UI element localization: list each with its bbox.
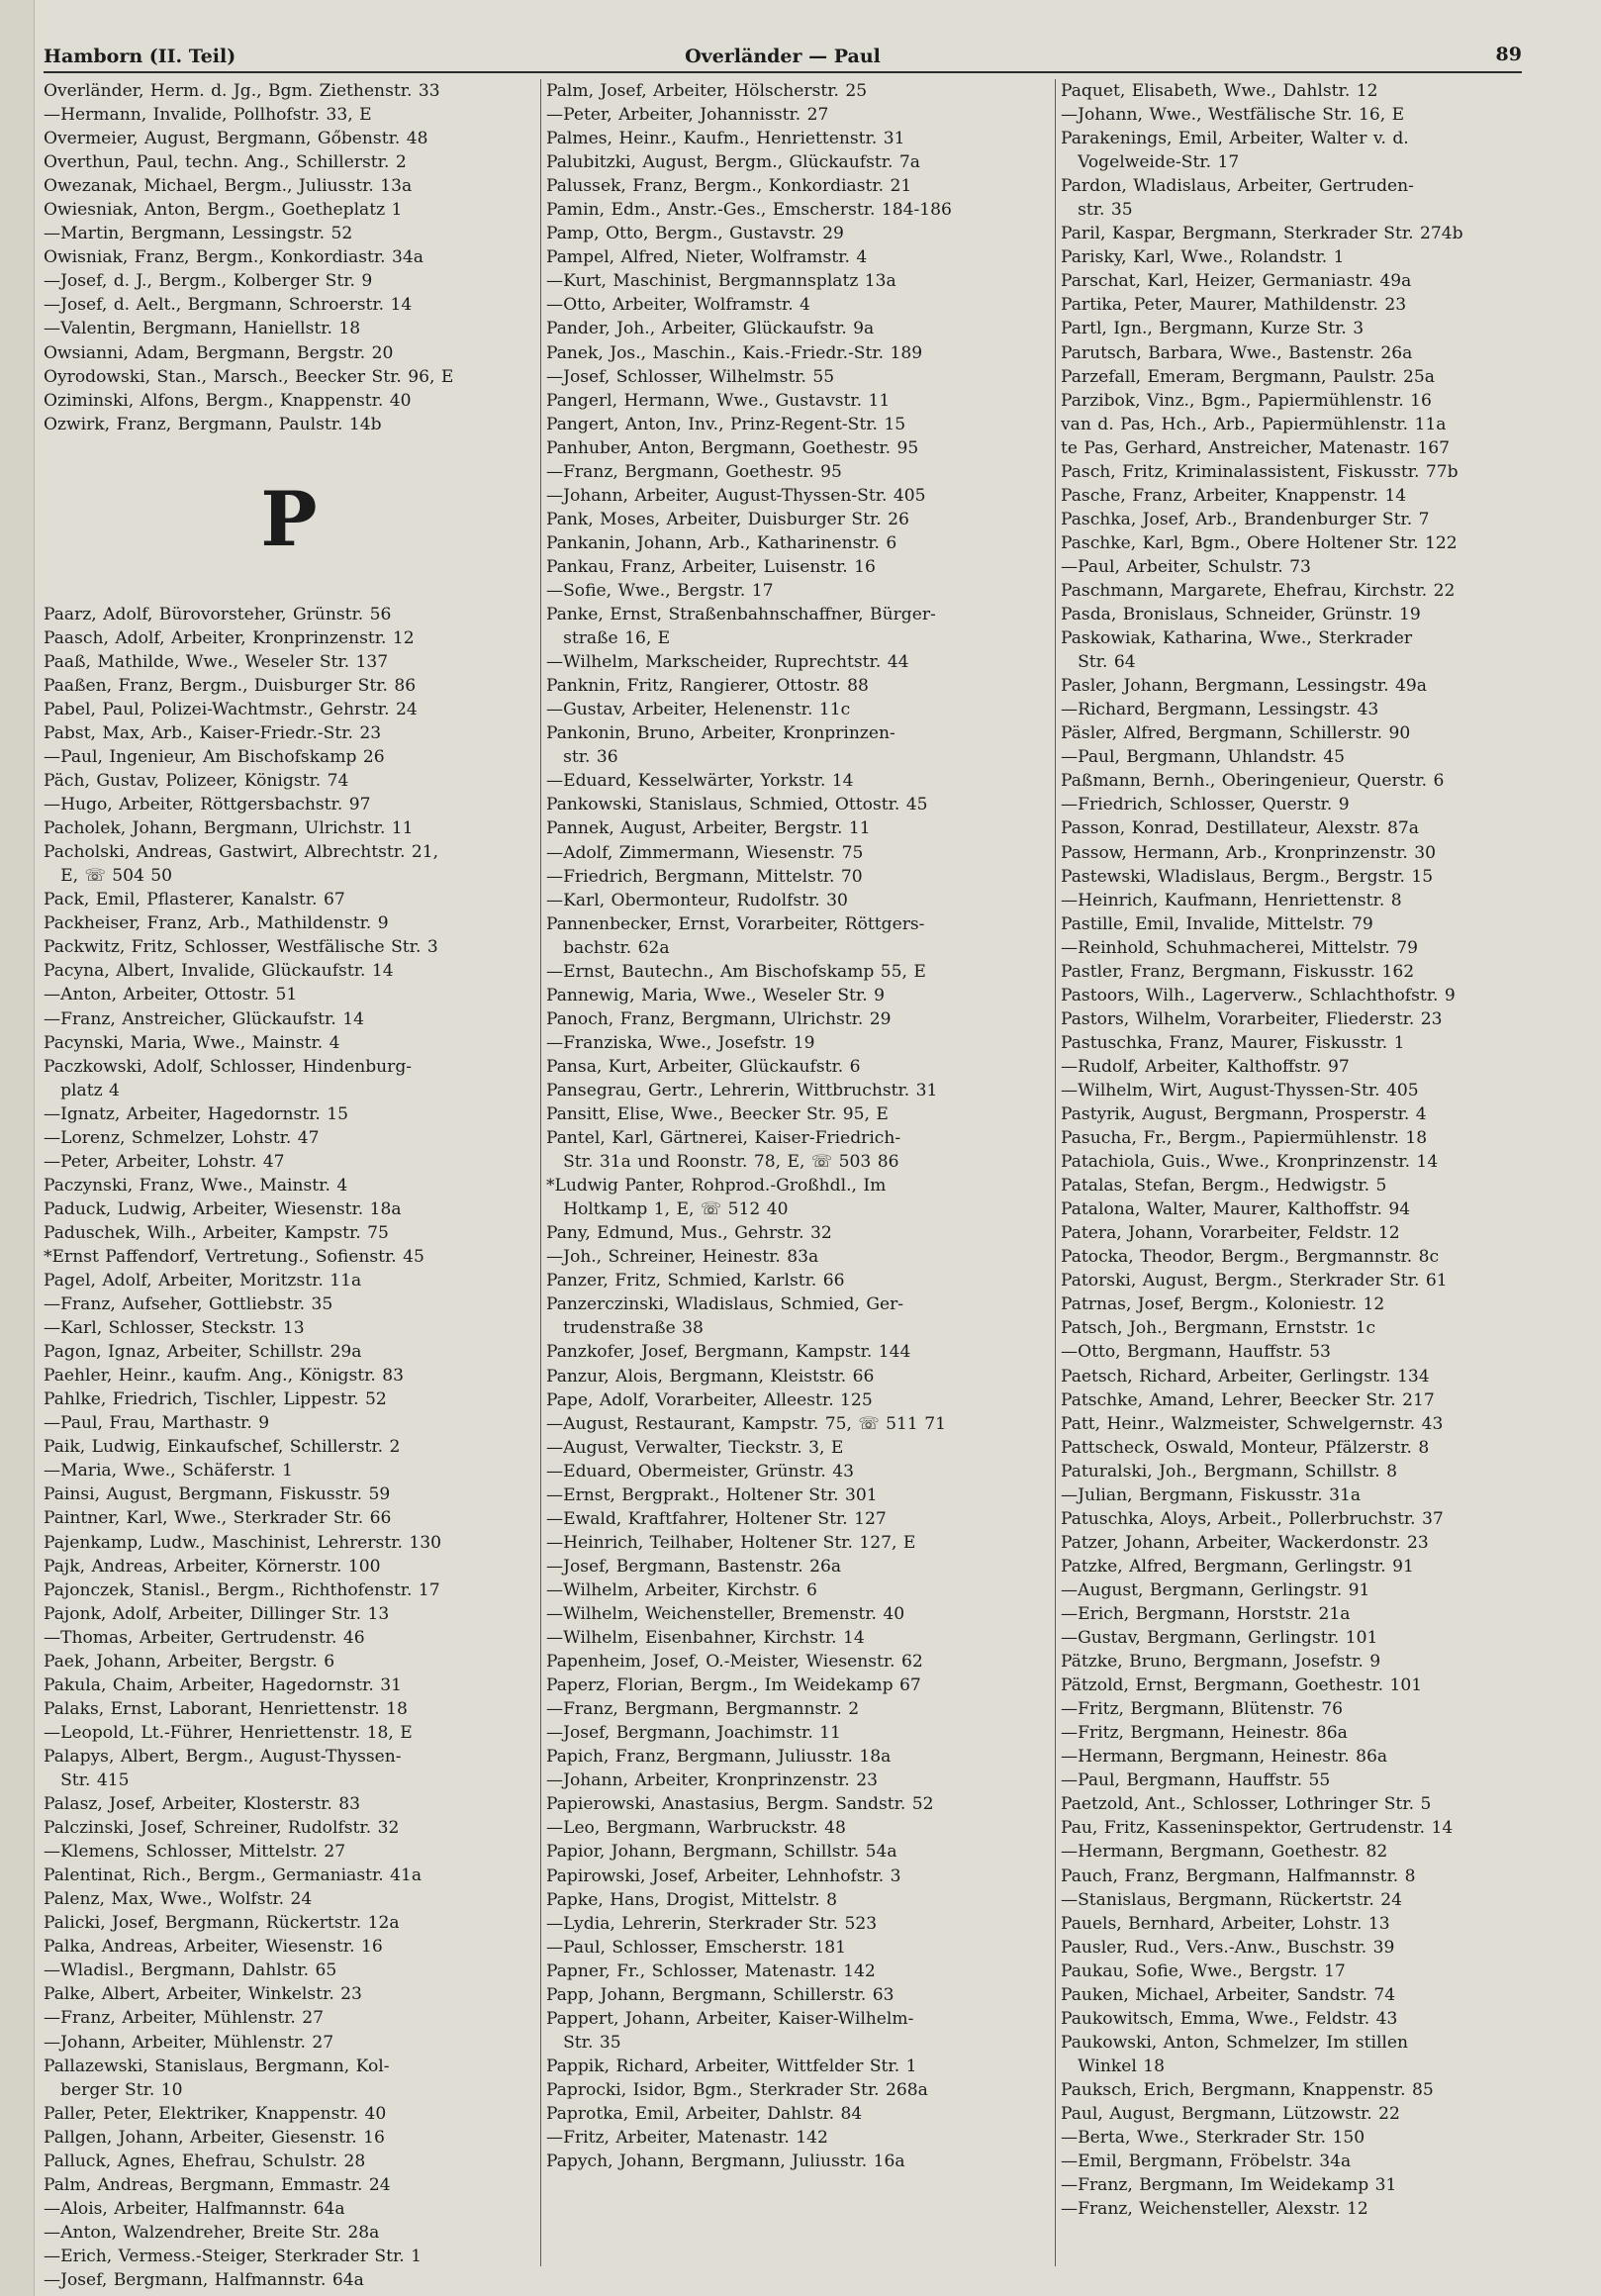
directory-entry: Overthun, Paul, techn. Ang., Schillerstr. 2: [44, 152, 407, 173]
directory-entry: Pahlke, Friedrich, Tischler, Lippestr. 52: [44, 1389, 387, 1410]
directory-entry: Pallazewski, Stanislaus, Bergmann, Kol-: [44, 2056, 390, 2076]
directory-entry: bachstr. 62a: [546, 937, 670, 958]
directory-entry: Pauken, Michael, Arbeiter, Sandstr. 74: [1061, 1984, 1396, 2005]
directory-entry: —Emil, Bergmann, Fröbelstr. 34a: [1061, 2152, 1352, 2172]
directory-entry: Papirowski, Josef, Arbeiter, Lehnhofstr. 3: [546, 1866, 901, 1886]
directory-entry: Patt, Heinr., Walzmeister, Schwelgernstr. 43: [1061, 1413, 1444, 1434]
directory-entry: —Josef, Bergmann, Bastenstr. 26a: [546, 1556, 842, 1577]
directory-entry: —Erich, Vermess.-Steiger, Sterkrader Str. 1: [44, 2246, 423, 2266]
directory-entry: —Hermann, Invalide, Pollhofstr. 33, E: [44, 105, 372, 126]
directory-entry: —Franz, Bergmann, Im Weidekamp 31: [1061, 2175, 1397, 2196]
directory-entry: Papenheim, Josef, O.-Meister, Wiesenstr. 62: [546, 1652, 923, 1673]
directory-entry: Str. 35: [546, 2032, 621, 2053]
directory-entry: Pankau, Franz, Arbeiter, Luisenstr. 16: [546, 556, 876, 577]
directory-entry: Pardon, Wladislaus, Arbeiter, Gertruden-: [1061, 176, 1414, 197]
directory-entry: —Paul, Ingenieur, Am Bischofskamp 26: [44, 746, 385, 767]
directory-entry: —Franz, Aufseher, Gottliebstr. 35: [44, 1294, 333, 1315]
directory-entry: —Hugo, Arbeiter, Röttgersbachstr. 97: [44, 795, 371, 815]
directory-entry: Pabst, Max, Arb., Kaiser-Friedr.-Str. 23: [44, 722, 382, 743]
directory-entry: berger Str. 10: [44, 2079, 183, 2100]
directory-entry: —Lorenz, Schmelzer, Lohstr. 47: [44, 1127, 320, 1148]
directory-entry: Palm, Andreas, Bergmann, Emmastr. 24: [44, 2174, 391, 2195]
directory-entry: —Franz, Bergmann, Bergmannstr. 2: [546, 1699, 860, 1720]
directory-entry: —Anton, Arbeiter, Ottostr. 51: [44, 985, 298, 1005]
directory-entry: Pajonk, Adolf, Arbeiter, Dillinger Str. 13: [44, 1603, 390, 1624]
directory-entry: —Franziska, Wwe., Josefstr. 19: [546, 1032, 815, 1053]
directory-entry: —Thomas, Arbeiter, Gertrudenstr. 46: [44, 1627, 365, 1648]
column-3: [1061, 79, 1522, 2276]
directory-entry: Oyrodowski, Stan., Marsch., Beecker Str. 96, E: [44, 366, 454, 387]
directory-entry: —Paul, Bergmann, Uhlandstr. 45: [1061, 747, 1346, 768]
directory-entry: Pappik, Richard, Arbeiter, Wittfelder Str. 1: [546, 2056, 917, 2076]
directory-entry: Papke, Hans, Drogist, Mittelstr. 8: [546, 1889, 838, 1910]
directory-entry: Panek, Jos., Maschin., Kais.-Friedr.-Str. 189: [546, 342, 923, 363]
directory-entry: Paprocki, Isidor, Bgm., Sterkrader Str. 268a: [546, 2079, 928, 2100]
directory-entry: Pagon, Ignaz, Arbeiter, Schillstr. 29a: [44, 1342, 362, 1363]
directory-entry: Oziminski, Alfons, Bergm., Knappenstr. 40: [44, 390, 412, 411]
directory-entry: Packwitz, Fritz, Schlosser, Westfälische Str. 3: [44, 937, 438, 958]
directory-entry: Patalona, Walter, Maurer, Kalthoffstr. 94: [1061, 1199, 1411, 1220]
directory-entry: Paßmann, Bernh., Oberingenieur, Querstr. 6: [1061, 771, 1445, 792]
directory-entry: —Wilhelm, Markscheider, Ruprechtstr. 44: [546, 652, 909, 673]
directory-entry: Owsianni, Adam, Bergmann, Bergstr. 20: [44, 342, 394, 363]
directory-entry: Paetsch, Richard, Arbeiter, Gerlingstr. 134: [1061, 1366, 1430, 1387]
directory-entry: Pabel, Paul, Polizei-Wachtmstr., Gehrstr. 24: [44, 699, 418, 719]
directory-entry: Packheiser, Franz, Arb., Mathildenstr. 9: [44, 913, 389, 934]
directory-entry: Panzkofer, Josef, Bergmann, Kampstr. 144: [546, 1342, 911, 1363]
directory-entry: —Ernst, Bautechn., Am Bischofskamp 55, E: [546, 961, 926, 982]
directory-entry: Patschke, Amand, Lehrer, Beecker Str. 217: [1061, 1389, 1435, 1410]
directory-entry: —Josef, Schlosser, Wilhelmstr. 55: [546, 366, 835, 387]
directory-entry: Pasche, Franz, Arbeiter, Knappenstr. 14: [1061, 485, 1407, 506]
directory-entry: Pany, Edmund, Mus., Gehrstr. 32: [546, 1223, 832, 1244]
directory-entry: Pannek, August, Arbeiter, Bergstr. 11: [546, 818, 871, 839]
directory-entry: Pausler, Rud., Vers.-Anw., Buschstr. 39: [1061, 1937, 1395, 1958]
directory-entry: —Franz, Weichensteller, Alexstr. 12: [1061, 2199, 1368, 2220]
directory-entry: platz 4: [44, 1080, 120, 1100]
directory-entry: Palentinat, Rich., Bergm., Germaniastr. 41a: [44, 1866, 423, 1886]
directory-entry: —Paul, Frau, Marthastr. 9: [44, 1413, 270, 1434]
directory-entry: —Ewald, Kraftfahrer, Holtener Str. 127: [546, 1508, 887, 1529]
directory-entry: Pallgen, Johann, Arbeiter, Giesenstr. 16: [44, 2127, 385, 2148]
directory-entry: Päch, Gustav, Polizeer, Königstr. 74: [44, 771, 349, 792]
directory-entry: Patzer, Johann, Arbeiter, Wackerdonstr. 23: [1061, 1532, 1429, 1553]
directory-entry: Paarz, Adolf, Bürovorsteher, Grünstr. 56: [44, 604, 392, 624]
directory-entry: Panzer, Fritz, Schmied, Karlstr. 66: [546, 1271, 845, 1292]
directory-entry: Panke, Ernst, Straßenbahnschaffner, Bürger-: [546, 605, 936, 625]
directory-entry: te Pas, Gerhard, Anstreicher, Matenastr. 167: [1061, 437, 1451, 458]
directory-entry: Patzke, Alfred, Bergmann, Gerlingstr. 91: [1061, 1556, 1414, 1577]
directory-entry: —Franz, Anstreicher, Glückaufstr. 14: [44, 1008, 364, 1029]
directory-entry: Paschke, Karl, Bgm., Obere Holtener Str. 122: [1061, 532, 1458, 553]
directory-entry: Paul, August, Bergmann, Lützowstr. 22: [1061, 2103, 1400, 2124]
directory-entry: —Hermann, Bergmann, Goethestr. 82: [1061, 1842, 1388, 1863]
directory-entry: Pack, Emil, Pflasterer, Kanalstr. 67: [44, 890, 345, 910]
directory-entry: Painsi, August, Bergmann, Fiskusstr. 59: [44, 1484, 391, 1505]
directory-entry: —August, Restaurant, Kampstr. 75, ☏ 511 71: [546, 1413, 946, 1434]
directory-entry: Parisky, Karl, Wwe., Rolandstr. 1: [1061, 247, 1345, 268]
directory-entry: —Wilhelm, Eisenbahner, Kirchstr. 14: [546, 1628, 865, 1649]
directory-entry: —Hermann, Bergmann, Heinestr. 86a: [1061, 1747, 1388, 1768]
directory-entry: Pacholek, Johann, Bergmann, Ulrichstr. 11: [44, 818, 414, 839]
directory-entry: —August, Verwalter, Tieckstr. 3, E: [546, 1437, 844, 1458]
directory-entry: Patrnas, Josef, Bergm., Koloniestr. 12: [1061, 1294, 1385, 1315]
directory-entry: —Peter, Arbeiter, Johannisstr. 27: [546, 105, 829, 126]
directory-entry: —Anton, Walzendreher, Breite Str. 28a: [44, 2222, 380, 2243]
directory-entry: —August, Bergmann, Gerlingstr. 91: [1061, 1579, 1370, 1600]
directory-entry: Pankonin, Bruno, Arbeiter, Kronprinzen-: [546, 723, 895, 744]
spacer: [44, 436, 534, 460]
directory-entry: —Johann, Arbeiter, Kronprinzenstr. 23: [546, 1770, 879, 1791]
directory-entry: Pasler, Johann, Bergmann, Lessingstr. 49a: [1061, 676, 1427, 697]
directory-entry: Päsler, Alfred, Bergmann, Schillerstr. 90: [1061, 723, 1411, 744]
column-divider: [1055, 79, 1056, 2266]
directory-entry: —Franz, Bergmann, Goethestr. 95: [546, 461, 842, 482]
spacer: [44, 579, 534, 603]
directory-entry: —Paul, Arbeiter, Schulstr. 73: [1061, 556, 1311, 577]
directory-entry: —Martin, Bergmann, Lessingstr. 52: [44, 224, 353, 244]
directory-entry: Parakenings, Emil, Arbeiter, Walter v. d.: [1061, 129, 1409, 149]
directory-entry: —Gustav, Arbeiter, Helenenstr. 11c: [546, 700, 851, 720]
section-letter: P: [260, 474, 318, 563]
directory-entry: —Johann, Arbeiter, Mühlenstr. 27: [44, 2032, 334, 2053]
directory-entry: Owiesniak, Anton, Bergm., Goetheplatz 1: [44, 200, 403, 221]
directory-entry: —Paul, Bergmann, Hauffstr. 55: [1061, 1770, 1331, 1791]
directory-entry: Papp, Johann, Bergmann, Schillerstr. 63: [546, 1984, 895, 2005]
directory-entry: —Richard, Bergmann, Lessingstr. 43: [1061, 700, 1379, 720]
directory-entry: Paik, Ludwig, Einkaufschef, Schillerstr. 2: [44, 1437, 401, 1458]
directory-entry: Paduck, Ludwig, Arbeiter, Wiesenstr. 18a: [44, 1198, 402, 1219]
directory-entry: —Leopold, Lt.-Führer, Henriettenstr. 18, E: [44, 1722, 413, 1743]
directory-entry: Pattscheck, Oswald, Monteur, Pfälzerstr. 8: [1061, 1437, 1430, 1458]
directory-entry: Paperz, Florian, Bergm., Im Weidekamp 67: [546, 1675, 921, 1696]
directory-entry: Patalas, Stefan, Bergm., Hedwigstr. 5: [1061, 1176, 1387, 1196]
directory-entry: —Josef, Bergmann, Halfmannstr. 64a: [44, 2269, 364, 2290]
directory-entry: Pansitt, Elise, Wwe., Beecker Str. 95, E: [546, 1104, 889, 1125]
directory-entry: Pauksch, Erich, Bergmann, Knappenstr. 85: [1061, 2079, 1434, 2100]
directory-entry: —Klemens, Schlosser, Mittelstr. 27: [44, 1842, 346, 1863]
directory-entry: —Reinhold, Schuhmacherei, Mittelstr. 79: [1061, 937, 1419, 958]
directory-entry: —Lydia, Lehrerin, Sterkrader Str. 523: [546, 1913, 878, 1934]
directory-entry: Palczinski, Josef, Schreiner, Rudolfstr. 32: [44, 1818, 400, 1839]
directory-entry: str. 36: [546, 747, 618, 768]
directory-entry: Paschka, Josef, Arb., Brandenburger Str. 7: [1061, 509, 1430, 529]
directory-entry: Pacynski, Maria, Wwe., Mainstr. 4: [44, 1032, 340, 1053]
directory-entry: Pätzold, Ernst, Bergmann, Goethestr. 101: [1061, 1675, 1423, 1696]
directory-entry: Papich, Franz, Bergmann, Juliusstr. 18a: [546, 1747, 892, 1768]
directory-entry: Patocka, Theodor, Bergm., Bergmannstr. 8c: [1061, 1247, 1440, 1268]
directory-entry: —Fritz, Bergmann, Blütenstr. 76: [1061, 1699, 1343, 1720]
directory-entry: —Kurt, Maschinist, Bergmannsplatz 13a: [546, 271, 896, 292]
directory-entry: Parutsch, Barbara, Wwe., Bastenstr. 26a: [1061, 342, 1413, 363]
header-section: Hamborn (II. Teil): [44, 46, 236, 67]
directory-entry: Partl, Ign., Bergmann, Kurze Str. 3: [1061, 319, 1365, 339]
directory-entry: Paintner, Karl, Wwe., Sterkrader Str. 66: [44, 1508, 392, 1529]
directory-entry: Paprotka, Emil, Arbeiter, Dahlstr. 84: [546, 2103, 863, 2124]
directory-entry: —Wilhelm, Arbeiter, Kirchstr. 6: [546, 1579, 817, 1600]
directory-entry: —Rudolf, Arbeiter, Kalthoffstr. 97: [1061, 1056, 1350, 1077]
directory-entry: straße 16, E: [546, 628, 671, 649]
directory-entry: Palm, Josef, Arbeiter, Hölscherstr. 25: [546, 81, 868, 101]
directory-entry: trudenstraße 38: [546, 1318, 704, 1339]
directory-entry: Patachiola, Guis., Wwe., Kronprinzenstr. 14: [1061, 1152, 1439, 1173]
directory-entry: Pajenkamp, Ludw., Maschinist, Lehrerstr. 130: [44, 1532, 441, 1553]
directory-entry: —Ignatz, Arbeiter, Hagedornstr. 15: [44, 1103, 349, 1124]
directory-entry: —Johann, Wwe., Westfälische Str. 16, E: [1061, 105, 1405, 126]
directory-entry: Palka, Andreas, Arbeiter, Wiesenstr. 16: [44, 1937, 383, 1958]
directory-entry: Pander, Joh., Arbeiter, Glückaufstr. 9a: [546, 319, 875, 339]
directory-entry: —Fritz, Bergmann, Heinestr. 86a: [1061, 1723, 1348, 1744]
directory-entry: Paaß, Mathilde, Wwe., Weseler Str. 137: [44, 651, 389, 672]
directory-entry: Pakula, Chaim, Arbeiter, Hagedornstr. 31: [44, 1674, 402, 1695]
directory-entry: Palussek, Franz, Bergm., Konkordiastr. 21: [546, 176, 912, 197]
directory-entry: Paller, Peter, Elektriker, Knappenstr. 40: [44, 2103, 387, 2124]
directory-entry: Palaks, Ernst, Laborant, Henriettenstr. 18: [44, 1698, 408, 1719]
directory-entry: Holtkamp 1, E, ☏ 512 40: [546, 1199, 789, 1220]
directory-entry: Pangerl, Hermann, Wwe., Gustavstr. 11: [546, 390, 891, 411]
directory-entry: Paehler, Heinr., kaufm. Ang., Königstr. 83: [44, 1366, 405, 1387]
directory-entry: Paczynski, Franz, Wwe., Mainstr. 4: [44, 1175, 348, 1196]
directory-entry: Palke, Albert, Arbeiter, Winkelstr. 23: [44, 1984, 362, 2005]
directory-entry: Pajonczek, Stanisl., Bergm., Richthofenstr. 17: [44, 1579, 440, 1600]
directory-entry: Pasch, Fritz, Kriminalassistent, Fiskusstr. 77b: [1061, 461, 1459, 482]
directory-entry: —Karl, Schlosser, Steckstr. 13: [44, 1318, 305, 1339]
directory-entry: —Heinrich, Kaufmann, Henriettenstr. 8: [1061, 890, 1402, 910]
directory-entry: Paetzold, Ant., Schlosser, Lothringer Str. 5: [1061, 1794, 1432, 1815]
directory-entry: Parzibok, Vinz., Bgm., Papiermühlenstr. 16: [1061, 390, 1432, 411]
directory-entry: Pankanin, Johann, Arb., Katharinenstr. 6: [546, 532, 897, 553]
directory-entry: Panzerczinski, Wladislaus, Schmied, Ger-: [546, 1294, 904, 1315]
directory-entry: Pasucha, Fr., Bergm., Papiermühlenstr. 18: [1061, 1128, 1428, 1149]
directory-entry: —Alois, Arbeiter, Halfmannstr. 64a: [44, 2198, 345, 2219]
directory-entry: Pantel, Karl, Gärtnerei, Kaiser-Friedrich-: [546, 1128, 901, 1149]
directory-entry: Pannewig, Maria, Wwe., Weseler Str. 9: [546, 985, 885, 1005]
directory-entry: Panzur, Alois, Bergmann, Kleiststr. 66: [546, 1366, 875, 1387]
directory-entry: Parzefall, Emeram, Bergmann, Paulstr. 25a: [1061, 366, 1435, 387]
directory-entry: —Maria, Wwe., Schäferstr. 1: [44, 1461, 293, 1482]
directory-entry: Palicki, Josef, Bergmann, Rückertstr. 12a: [44, 1913, 400, 1934]
directory-entry: Pacholski, Andreas, Gastwirt, Albrechtstr. 21,: [44, 842, 439, 863]
directory-entry: —Friedrich, Schlosser, Querstr. 9: [1061, 795, 1350, 815]
directory-entry: —Karl, Obermonteur, Rudolfstr. 30: [546, 890, 848, 910]
directory-entry: —Josef, d. Aelt., Bergmann, Schroerstr. 14: [44, 295, 413, 316]
column-2: [546, 79, 1051, 2276]
directory-entry: Pacyna, Albert, Invalide, Glückaufstr. 14: [44, 961, 394, 982]
directory-entry: —Gustav, Bergmann, Gerlingstr. 101: [1061, 1628, 1378, 1649]
directory-entry: Paskowiak, Katharina, Wwe., Sterkrader: [1061, 628, 1413, 649]
directory-entry: —Franz, Arbeiter, Mühlenstr. 27: [44, 2008, 325, 2029]
directory-entry: Pampel, Alfred, Nieter, Wolframstr. 4: [546, 247, 868, 268]
directory-entry: Pastler, Franz, Bergmann, Fiskusstr. 162: [1061, 961, 1415, 982]
directory-entry: Pauels, Bernhard, Arbeiter, Lohstr. 13: [1061, 1913, 1390, 1934]
directory-entry: —Ernst, Bergprakt., Holtener Str. 301: [546, 1484, 878, 1505]
directory-entry: Patorski, August, Bergm., Sterkrader Str. 61: [1061, 1271, 1448, 1292]
directory-entry: Palapys, Albert, Bergm., August-Thyssen-: [44, 1746, 402, 1767]
directory-entry: Pauch, Franz, Bergmann, Halfmannstr. 8: [1061, 1866, 1416, 1886]
directory-entry: Paukowski, Anton, Schmelzer, Im stillen: [1061, 2032, 1408, 2053]
directory-entry: Pansa, Kurt, Arbeiter, Glückaufstr. 6: [546, 1056, 861, 1077]
header-name-range: Overländer — Paul: [685, 46, 881, 67]
directory-entry: Pangert, Anton, Inv., Prinz-Regent-Str. 15: [546, 414, 906, 434]
directory-entry: Passon, Konrad, Destillateur, Alexstr. 87a: [1061, 818, 1419, 839]
directory-entry: Pastewski, Wladislaus, Bergm., Bergstr. 15: [1061, 866, 1434, 887]
directory-entry: Papych, Johann, Bergmann, Juliusstr. 16a: [546, 2152, 905, 2172]
directory-entry: Paczkowski, Adolf, Schlosser, Hindenburg-: [44, 1056, 413, 1077]
directory-entry: Paturalski, Joh., Bergmann, Schillstr. 8: [1061, 1461, 1397, 1482]
directory-entry: Pastoors, Wilh., Lagerverw., Schlachthofstr. 9: [1061, 985, 1456, 1005]
directory-entry: —Eduard, Obermeister, Grünstr. 43: [546, 1461, 855, 1482]
directory-entry: —Friedrich, Bergmann, Mittelstr. 70: [546, 866, 863, 887]
directory-entry: Pätzke, Bruno, Bergmann, Josefstr. 9: [1061, 1652, 1381, 1673]
directory-entry: van d. Pas, Hch., Arb., Papiermühlenstr. 11a: [1061, 414, 1447, 434]
directory-entry: Papner, Fr., Schlosser, Matenastr. 142: [546, 1961, 876, 1981]
adjacent-page-edge: [0, 0, 35, 2296]
directory-entry: str. 35: [1061, 200, 1133, 221]
directory-entry: Pajk, Andreas, Arbeiter, Körnerstr. 100: [44, 1556, 381, 1577]
directory-entry: Pansegrau, Gertr., Lehrerin, Wittbruchstr. 31: [546, 1080, 938, 1100]
directory-entry: Partika, Peter, Maurer, Mathildenstr. 23: [1061, 295, 1407, 316]
directory-entry: Pastors, Wilhelm, Vorarbeiter, Fliederstr. 23: [1061, 1008, 1443, 1029]
directory-entry: Pastille, Emil, Invalide, Mittelstr. 79: [1061, 913, 1373, 934]
running-header: [44, 40, 1522, 73]
directory-entry: Pastyrik, August, Bergmann, Prosperstr. 4: [1061, 1104, 1427, 1125]
directory-entry: Paquet, Elisabeth, Wwe., Dahlstr. 12: [1061, 81, 1378, 101]
directory-entry: Palenz, Max, Wwe., Wolfstr. 24: [44, 1889, 313, 1910]
directory-entry: Vogelweide-Str. 17: [1061, 152, 1240, 173]
directory-entry: —Josef, Bergmann, Joachimstr. 11: [546, 1723, 841, 1744]
directory-entry: —Eduard, Kesselwärter, Yorkstr. 14: [546, 771, 854, 792]
directory-entry: *Ernst Paffendorf, Vertretung., Sofienstr. 45: [44, 1246, 424, 1267]
directory-entry: Str. 64: [1061, 652, 1136, 673]
directory-entry: —Peter, Arbeiter, Lohstr. 47: [44, 1151, 285, 1172]
directory-entry: *Ludwig Panter, Rohprod.-Großhdl., Im: [546, 1176, 887, 1196]
directory-entry: —Otto, Arbeiter, Wolframstr. 4: [546, 295, 810, 316]
directory-entry: Owisniak, Franz, Bergm., Konkordiastr. 34a: [44, 247, 424, 268]
directory-entry: Pannenbecker, Ernst, Vorarbeiter, Röttgers-: [546, 913, 925, 934]
directory-entry: Paril, Kaspar, Bergmann, Sterkrader Str. 274b: [1061, 224, 1463, 244]
directory-entry: Winkel 18: [1061, 2056, 1165, 2076]
directory-entry: Pastuschka, Franz, Maurer, Fiskusstr. 1: [1061, 1032, 1405, 1053]
directory-entry: Pasda, Bronislaus, Schneider, Grünstr. 19: [1061, 605, 1421, 625]
directory-entry: —Fritz, Arbeiter, Matenastr. 142: [546, 2128, 828, 2149]
directory-entry: Paaßen, Franz, Bergm., Duisburger Str. 86: [44, 675, 417, 696]
directory-entry: Patsch, Joh., Bergmann, Ernststr. 1c: [1061, 1318, 1376, 1339]
directory-entry: —Valentin, Bergmann, Haniellstr. 18: [44, 319, 361, 339]
directory-entry: Panhuber, Anton, Bergmann, Goethestr. 95: [546, 437, 919, 458]
directory-entry: Panknin, Fritz, Rangierer, Ottostr. 88: [546, 676, 869, 697]
directory-entry: Overmeier, August, Bergmann, Gőbenstr. 48: [44, 129, 428, 149]
directory-entry: Papierowski, Anastasius, Bergm. Sandstr. 52: [546, 1794, 934, 1815]
directory-entry: Ozwirk, Franz, Bergmann, Paulstr. 14b: [44, 414, 382, 434]
directory-entry: Pape, Adolf, Vorarbeiter, Alleestr. 125: [546, 1389, 873, 1410]
directory-entry: Papior, Johann, Bergmann, Schillstr. 54a: [546, 1842, 897, 1863]
directory-entry: Passow, Hermann, Arb., Kronprinzenstr. 30: [1061, 842, 1436, 863]
directory-entry: Pau, Fritz, Kasseninspektor, Gertrudenstr. 14: [1061, 1818, 1454, 1839]
directory-entry: Str. 31a und Roonstr. 78, E, ☏ 503 86: [546, 1152, 899, 1173]
directory-entry: Paduschek, Wilh., Arbeiter, Kampstr. 75: [44, 1222, 389, 1243]
directory-entry: Palmes, Heinr., Kaufm., Henriettenstr. 31: [546, 129, 905, 149]
directory-entry: Pappert, Johann, Arbeiter, Kaiser-Wilhelm-: [546, 2008, 914, 2029]
directory-entry: —Stanislaus, Bergmann, Rückertstr. 24: [1061, 1889, 1403, 1910]
column-divider: [540, 79, 541, 2266]
directory-entry: —Otto, Bergmann, Hauffstr. 53: [1061, 1342, 1331, 1363]
page-number: 89: [1495, 44, 1522, 65]
directory-entry: Palubitzki, August, Bergm., Glückaufstr. 7a: [546, 152, 920, 173]
directory-entry: Patera, Johann, Vorarbeiter, Feldstr. 12: [1061, 1223, 1400, 1244]
directory-entry: Pamin, Edm., Anstr.-Ges., Emscherstr. 184-186: [546, 200, 952, 221]
directory-entry: —Heinrich, Teilhaber, Holtener Str. 127, E: [546, 1532, 916, 1553]
directory-entry: Patuschka, Aloys, Arbeit., Pollerbruchstr. 37: [1061, 1508, 1444, 1529]
directory-entry: Pagel, Adolf, Arbeiter, Moritzstr. 11a: [44, 1271, 362, 1292]
directory-entry: —Berta, Wwe., Sterkrader Str. 150: [1061, 2128, 1366, 2149]
directory-entry: —Adolf, Zimmermann, Wiesenstr. 75: [546, 842, 864, 863]
directory-entry: Pankowski, Stanislaus, Schmied, Ottostr. 45: [546, 795, 928, 815]
directory-entry: Paukau, Sofie, Wwe., Bergstr. 17: [1061, 1961, 1346, 1981]
directory-entry: Paukowitsch, Emma, Wwe., Feldstr. 43: [1061, 2008, 1398, 2029]
directory-entry: Panoch, Franz, Bergmann, Ulrichstr. 29: [546, 1008, 892, 1029]
directory-entry: Owezanak, Michael, Bergm., Juliusstr. 13a: [44, 176, 413, 197]
directory-entry: Paasch, Adolf, Arbeiter, Kronprinzenstr. 12: [44, 627, 415, 648]
directory-entry: —Julian, Bergmann, Fiskusstr. 31a: [1061, 1484, 1362, 1505]
directory-entry: —Wladisl., Bergmann, Dahlstr. 65: [44, 1961, 337, 1981]
directory-entry: Parschat, Karl, Heizer, Germaniastr. 49a: [1061, 271, 1412, 292]
directory-entry: E, ☏ 504 50: [44, 866, 173, 887]
directory-entry: —Wilhelm, Weichensteller, Bremenstr. 40: [546, 1604, 905, 1624]
directory-entry: —Wilhelm, Wirt, August-Thyssen-Str. 405: [1061, 1080, 1419, 1100]
directory-entry: —Joh., Schreiner, Heinestr. 83a: [546, 1247, 819, 1268]
directory-entry: —Josef, d. J., Bergm., Kolberger Str. 9: [44, 271, 373, 292]
directory-entry: —Erich, Bergmann, Horststr. 21a: [1061, 1604, 1351, 1624]
column-1: [44, 79, 534, 2290]
directory-entry: Paek, Johann, Arbeiter, Bergstr. 6: [44, 1651, 335, 1672]
directory-entry: Overländer, Herm. d. Jg., Bgm. Ziethenstr. 33: [44, 81, 440, 101]
header-rule: [44, 71, 1522, 73]
directory-entry: Pamp, Otto, Bergm., Gustavstr. 29: [546, 224, 844, 244]
directory-entry: Palluck, Agnes, Ehefrau, Schulstr. 28: [44, 2151, 366, 2171]
directory-entry: —Leo, Bergmann, Warbruckstr. 48: [546, 1818, 846, 1839]
directory-entry: —Johann, Arbeiter, August-Thyssen-Str. 405: [546, 485, 926, 506]
directory-entry: Paschmann, Margarete, Ehefrau, Kirchstr. 22: [1061, 580, 1456, 601]
directory-entry: Palasz, Josef, Arbeiter, Klosterstr. 83: [44, 1794, 361, 1815]
directory-entry: —Sofie, Wwe., Bergstr. 17: [546, 580, 774, 601]
directory-entry: —Paul, Schlosser, Emscherstr. 181: [546, 1937, 846, 1958]
directory-entry: Pank, Moses, Arbeiter, Duisburger Str. 26: [546, 509, 909, 529]
directory-entry: Str. 415: [44, 1770, 130, 1790]
